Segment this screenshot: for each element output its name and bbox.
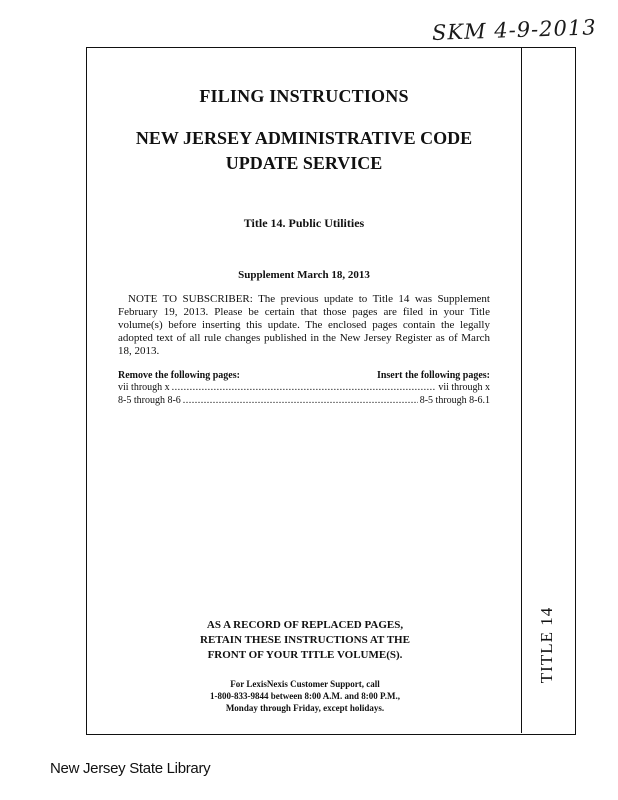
record-notice-line-2: RETAIN THESE INSTRUCTIONS AT THE <box>200 634 410 646</box>
title-tab <box>529 595 565 695</box>
leader-dots <box>183 394 418 407</box>
tab-divider-line <box>521 47 522 733</box>
customer-support-info <box>160 678 450 714</box>
remove-pages: vii through x <box>118 382 170 393</box>
table-row <box>118 381 490 394</box>
pages-table-header <box>118 370 490 381</box>
instructions-body <box>118 86 490 407</box>
page-subtitle <box>118 126 490 176</box>
subtitle-line-1: NEW JERSEY ADMINISTRATIVE CODE <box>135 128 473 148</box>
title-heading: Title 14. Public Utilities <box>243 216 365 230</box>
subtitle-line-2: UPDATE SERVICE <box>225 153 383 173</box>
insert-pages: vii through x <box>438 382 490 393</box>
subscriber-note: NOTE TO SUBSCRIBER: The previous update to Title 14 was Supplement February 19, 2013. Please be certain that those pages are filed in your Title volume(s) before inserting this update. The enclosed pages contain the legally adopted text of all rule changes published in the New Jersey Register as of March 18, 2013. <box>118 293 490 357</box>
support-line-1: For LexisNexis Customer Support, call <box>230 679 380 689</box>
insert-header: Insert the following pages: <box>376 370 490 381</box>
remove-pages: 8-5 through 8-6 <box>118 395 181 406</box>
record-notice <box>160 618 450 663</box>
table-row <box>118 394 490 407</box>
supplement-date: Supplement March 18, 2013 <box>238 269 370 281</box>
record-notice-line-1: AS A RECORD OF REPLACED PAGES, <box>206 619 404 631</box>
page-title: FILING INSTRUCTIONS <box>199 86 409 106</box>
remove-header: Remove the following pages: <box>118 370 240 381</box>
library-stamp: New Jersey State Library <box>50 760 211 777</box>
insert-pages: 8-5 through 8-6.1 <box>419 395 490 406</box>
support-line-3: Monday through Friday, except holidays. <box>225 703 385 713</box>
handwritten-initials-date: SKM 4-9-2013 <box>431 15 597 45</box>
support-line-2: 1-800-833-9844 between 8:00 A.M. and 8:00 P.M., <box>210 691 400 701</box>
title-tab-label: TITLE 14 <box>537 606 557 684</box>
leader-dots <box>172 381 437 394</box>
record-notice-line-3: FRONT OF YOUR TITLE VOLUME(S). <box>207 649 403 661</box>
